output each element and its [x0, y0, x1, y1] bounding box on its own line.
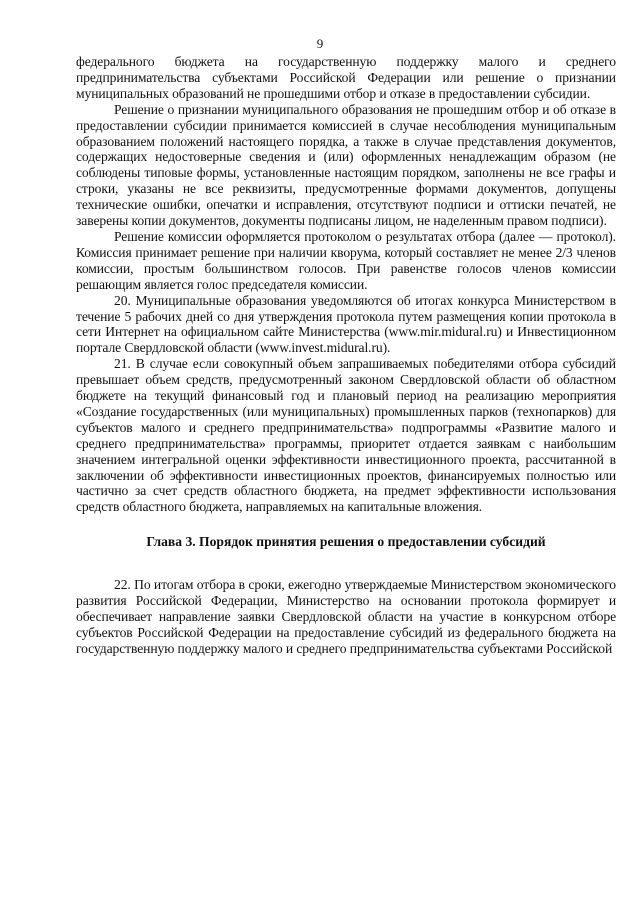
- chapter-title: Глава 3. Порядок принятия решения о предоставлении субсидий: [146, 534, 546, 550]
- chapter-heading-block: [76, 515, 616, 577]
- paragraph-continued: федерального бюджета на государственную поддержку малого и среднего предпринимательства субъектами Российской Федерации или решение о признании муниципальных образований не прошедшими отбор и отказе в предоставлении субсидии.: [76, 54, 616, 101]
- paragraph-commission-protocol: Решение комиссии оформляется протоколом о результатах отбора (далее — протокол). Комиссия принимает решение при наличии кворума, который составляет не менее 2/3 членов комиссии, простым большинством голосов. При равенстве голосов членов комиссии решающим является голос председателя комиссии.: [76, 228, 616, 292]
- paragraph-rejection-grounds: Решение о признании муниципального образования не прошедшим отбор и об отказе в предоставлении субсидии принимается комиссией в случае несоблюдения муниципальным образованием положений настоящего порядка, а также в случае представления документов, содержащих недостоверные сведения и (или) оформленных ненадлежащим образом (не соблюдены типовые формы, установленные настоящим порядком, заполнены не все графы и строки, указаны не все реквизиты, предусмотренные формами документов, допущены технические ошибки, опечатки и исправления, отсутствуют подписи и оттиски печатей, не заверены копии документов, документы подписаны лицом, не наделенным правом подписи).: [76, 101, 616, 229]
- paragraph-item-21: 21. В случае если совокупный объем запрашиваемых победителями отбора субсидий превышает объем средств, предусмотренный законом Свердловской области об областном бюджете на текущий финансовый год и плановый период на реализацию мероприятия «Создание государственных (или муниципальных) промышленных парков (технопарков) для субъектов малого и среднего предпринимательства» подпрограммы «Развитие малого и среднего предпринимательства» программы, приоритет отдается заявкам с наибольшим значением интегральной оценки эффективности инвестиционного проекта, рассчитанной в заключении об эффективности инвестиционных проектов, финансируемых полностью или частично за счет средств областного бюджета, на предмет эффективности использования средств областного бюджета, направляемых на капитальные вложения.: [76, 356, 616, 515]
- paragraph-item-20: 20. Муниципальные образования уведомляются об итогах конкурса Министерством в течение 5 рабочих дней со дня утверждения протокола путем размещения копии протокола в сети Интернет на официальном сайте Министерства (www.mir.midural.ru) и Инвестиционном портале Свердловской области (www.invest.midural.ru).: [76, 292, 616, 356]
- page-number: 9: [316, 36, 324, 51]
- paragraph-item-22: 22. По итогам отбора в сроки, ежегодно утверждаемые Министерством экономического развития Российской Федерации, Министерство на основании протокола формирует и обеспечивает направление заявки Свердловской области на участие в конкурсном отборе субъектов Российской Федерации на предоставление субсидий из федерального бюджета на государственную поддержку малого и среднего предпринимательства субъектами Российской: [76, 577, 616, 656]
- document-body: [76, 54, 616, 657]
